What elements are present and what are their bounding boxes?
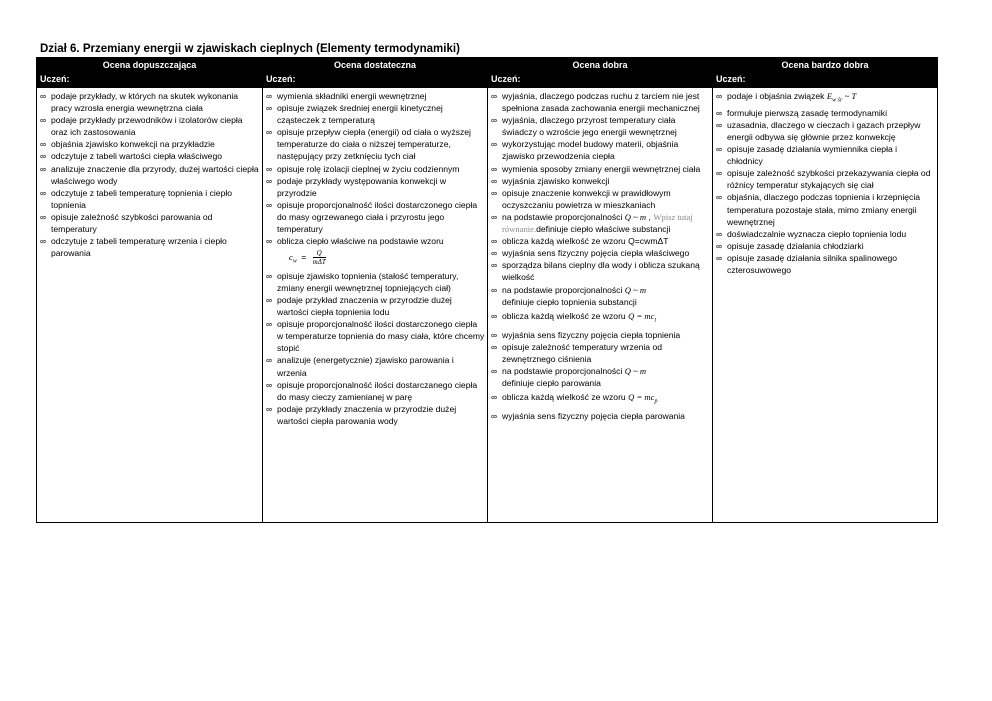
formula-eq: = [301,251,307,262]
list-item: ∞ opisuje zasadę działania silnika spalinowego czterosuwowego [716,252,935,276]
list-item: ∞ opisuje rolę izolacji cieplnej w życiu codziennym [266,163,485,175]
col-dopuszczajaca [37,90,262,522]
grade-heading: Ocena bardzo dobra [781,60,869,70]
list-item: ∞ podaje przykłady, w których na skutek wykonania pracy wzrosła energia wewnętrzna ciała [40,90,260,114]
item-text: definiuje ciepło topnienia substancji [502,296,637,307]
item-text: definiuje ciepło właściwe substancji [536,224,671,235]
uczen-label: Uczeń: [716,74,746,84]
header-col-dostateczna [263,58,487,88]
list-item: ∞ opisuje proporcjonalność ilości dostarczanego ciepła do masy cieczy zamienianej w parę [266,379,485,403]
item-text: na podstawie proporcjonalności [502,365,623,376]
formula-numerator: Q [313,249,326,258]
list-item: ∞ podaje przykłady występowania konwekcji w przyrodzie [266,175,485,199]
list-item: ∞ odczytuje z tabeli temperaturę wrzenia i ciepło parowania [40,235,260,259]
list-item [491,365,710,389]
specific-heat-formula [277,247,485,270]
list-item: ∞ analizuje znaczenie dla przyrody, dużej wartości ciepła właściwego wody [40,163,260,187]
energy-formula-suffix: ~ T [844,91,857,101]
list-item: ∞ opisuje przepływ ciepła (energii) od ciała o wyższej temperaturze do ciała o niższej temperaturze, następujący przy zetknięciu tych ciał [266,126,485,162]
cw-formula: Q=cwmΔT [628,236,669,247]
list-item: ∞ analizuje (energetycznie) zjawisko parowania i wrzenia [266,354,485,378]
grade-heading: Ocena dobra [572,60,628,70]
list-item: ∞ wyjaśnia sens fizyczny pojęcia ciepła właściwego [491,247,710,259]
requirement-list [713,90,937,276]
list-item: ∞ wyjaśnia zjawisko konwekcji [491,175,710,187]
equation-placeholder[interactable]: Wpisz tutaj równanie. [502,211,693,235]
cp-formula-sub: p [654,398,658,405]
col-dostateczna [263,90,487,522]
list-item [491,235,710,247]
list-item: ∞ objaśnia zjawisko konwekcji na przykładzie [40,138,260,150]
list-item [716,90,935,107]
list-item: ∞ podaje przykłady znaczenia w przyrodzie dużej wartości ciepła parowania wody [266,403,485,427]
requirement-list [37,90,262,259]
list-item [491,310,710,327]
list-item: ∞ opisuje zasadę działania wymiennika ciepła i chłodnicy [716,143,935,167]
item-text: na podstawie proporcjonalności [502,211,623,222]
list-item: ∞ wykorzystując model budowy materii, objaśnia zjawisko przewodzenia ciepła [491,138,710,162]
proportion-formula: Q ~ m [624,365,647,376]
requirement-list [263,90,487,427]
col-bardzo-dobra [713,90,937,522]
list-item: ∞ odczytuje z tabeli temperaturę topnienia i ciepło topnienia [40,187,260,211]
formula-sub: w [292,258,297,265]
uczen-label: Uczeń: [491,74,521,84]
list-item: ∞ doświadczalnie wyznacza ciepło topnienia lodu [716,228,935,240]
formula-denominator: mΔT [312,258,326,267]
header-col-dobra [488,58,712,88]
item-text: definiuje ciepło parowania [502,377,601,388]
list-item: ∞ objaśnia, dlaczego podczas topnienia i krzepnięcia temperatura pozostaje stała, mimo zmiany energii wewnętrznej [716,191,935,227]
header-col-bardzo-dobra [713,58,937,88]
formula-fraction [313,249,326,266]
list-item: ∞ opisuje zasadę działania chłodziarki [716,240,935,252]
item-text: podaje i objaśnia związek [727,91,825,101]
uczen-label: Uczeń: [40,74,70,84]
list-item: ∞ wyjaśnia sens fizyczny pojęcia ciepła topnienia [491,329,710,341]
list-item [491,284,710,308]
list-item: ∞ podaje przykłady przewodników i izolatorów ciepła oraz ich zastosowania [40,114,260,138]
list-item [266,235,485,270]
uczen-label: Uczeń: [266,74,296,84]
list-item: ∞ wyjaśnia sens fizyczny pojęcia ciepła parowania [491,410,710,422]
header-col-dopuszczajaca [37,58,262,88]
item-text: oblicza każdą wielkość ze wzoru [502,236,626,247]
grade-heading: Ocena dopuszczająca [102,60,197,70]
page-title: Dział 6. Przemiany energii w zjawiskach cieplnych (Elementy termodynamiki) [40,43,460,55]
proportion-formula: Q ~ m [624,284,647,295]
list-item: ∞ opisuje zależność temperatury wrzenia od zewnętrznego ciśnienia [491,341,710,365]
list-item: ∞ opisuje zależność szybkości przekazywania ciepła od różnicy temperatur stykających się ciał [716,167,935,191]
list-item: ∞ podaje przykład znaczenia w przyrodzie dużej wartości ciepła topnienia lodu [266,294,485,318]
list-item: ∞ uzasadnia, dlaczego w cieczach i gazach przepływ energii odbywa się głównie przez konwekcję [716,119,935,143]
list-item: ∞ wyjaśnia, dlaczego podczas ruchu z tarciem nie jest spełniona zasada zachowania energii mechanicznej [491,90,710,114]
list-item: ∞ sporządza bilans cieplny dla wody i oblicza szukaną wielkość [491,259,710,283]
energy-formula: E [826,91,833,101]
list-item: ∞ na podstawie proporcjonalności Q ~ m , Wpisz tutaj równanie.definiuje ciepło właściwe substancji [491,211,710,235]
item-text: na podstawie proporcjonalności [502,284,623,295]
list-item: ∞ opisuje znaczenie konwekcji w prawidłowym oczyszczaniu powietrza w mieszkaniach [491,187,710,211]
item-text: oblicza ciepło właściwe na podstawie wzoru [277,236,444,247]
item-text: oblicza każdą wielkość ze wzoru [502,391,626,402]
list-item: ∞ formułuje pierwszą zasadę termodynamiki [716,107,935,119]
ct-formula: Q = mc [628,310,655,321]
list-item [491,391,710,408]
requirements-table [36,57,938,523]
cp-formula: Q = mc [628,391,655,402]
energy-formula-sub: w śr [832,97,843,104]
list-item: ∞ opisuje zjawisko topnienia (stałość temperatury, zmiany energii wewnętrznej topniejących ciał) [266,270,485,294]
list-item: ∞ opisuje proporcjonalność ilości dostarczonego ciepła w temperaturze topnienia do masy ciała, które chcemy stopić [266,318,485,354]
grade-heading: Ocena dostateczna [333,60,417,70]
list-item: ∞ wymienia sposoby zmiany energii wewnętrznej ciała [491,163,710,175]
list-item: ∞ odczytuje z tabeli wartości ciepła właściwego [40,150,260,162]
formula-lhs: c [289,251,293,262]
list-item: ∞ opisuje zależność szybkości parowania od temperatury [40,211,260,235]
list-item: ∞ wymienia składniki energii wewnętrznej [266,90,485,102]
requirement-list [488,90,712,422]
list-item: ∞ wyjaśnia, dlaczego przyrost temperatury ciała świadczy o wzroście jego energii wewnętrznej [491,114,710,138]
item-text: oblicza każdą wielkość ze wzoru [502,310,626,321]
col-dobra [488,90,712,522]
proportion-formula: Q ~ m [624,211,647,222]
list-item: ∞ opisuje związek średniej energii kinetycznej cząsteczek z temperaturą [266,102,485,126]
list-item: ∞ opisuje proporcjonalność ilości dostarczonego ciepła do masy ogrzewanego ciała i przyrostu jego temperatury [266,199,485,235]
ct-formula-sub: t [654,317,657,324]
